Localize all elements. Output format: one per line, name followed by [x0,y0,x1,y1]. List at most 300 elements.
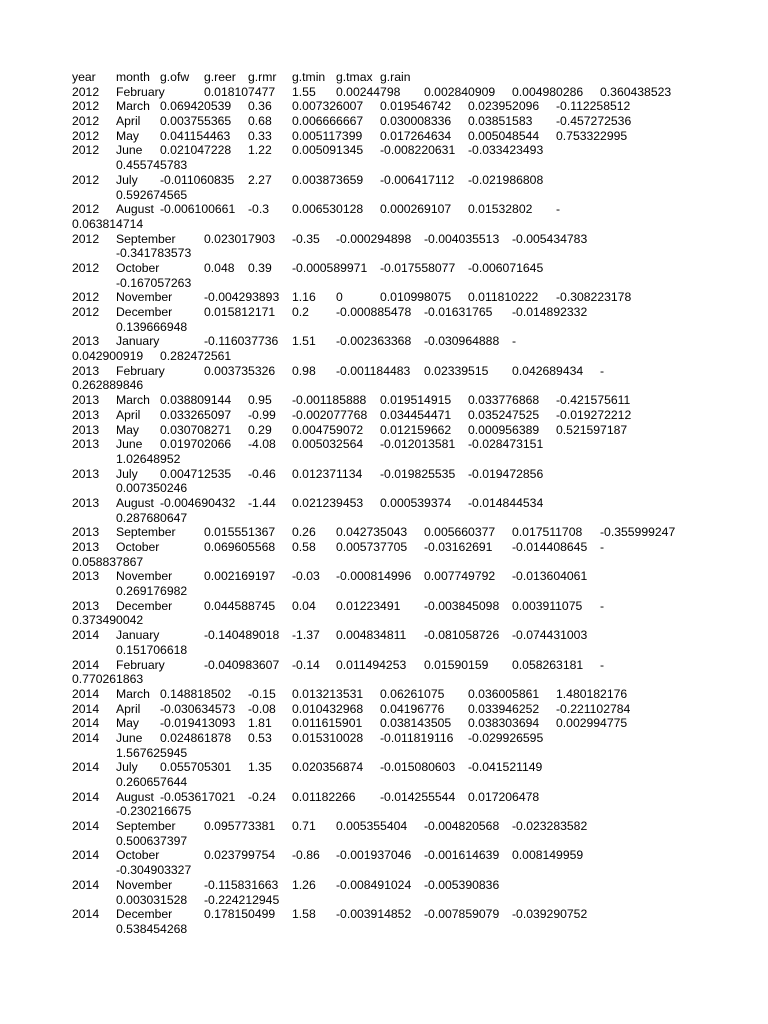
text-cell: 0.03851583 [468,114,533,129]
text-line [0,393,768,408]
text-cell: 0 [336,290,343,305]
text-cell: 0.069420539 [160,99,232,114]
text-cell: 0.023799754 [204,848,276,863]
text-cell: -0.007859079 [424,907,500,922]
text-cell: -0.99 [248,407,276,422]
text-cell: 1.22 [248,143,272,158]
text-cell: -0.112258512 [556,99,631,114]
text-cell: 0.048 [204,260,235,275]
text-line [0,496,768,511]
text-cell: -0.040983607 [204,657,280,672]
text-line [0,452,768,467]
text-line [0,555,768,570]
text-cell: -0.001614639 [424,848,500,863]
text-line [0,378,768,393]
text-cell: -0.041521149 [468,760,543,775]
text-cell: 0.26 [292,525,316,540]
text-cell: 2013 [72,437,100,452]
text-cell: 0.004834811 [336,628,407,643]
text-cell: 0.044588745 [204,598,276,613]
text-cell: -0.029926595 [468,730,544,745]
text-cell: -0.006417112 [380,172,455,187]
text-cell: 0.006530128 [292,202,364,217]
text-line [0,261,768,276]
text-cell: g.ofw [160,70,190,84]
text-cell: -0.039290752 [512,907,588,922]
text-cell: -0.023283582 [512,819,588,834]
text-line [0,863,768,878]
text-cell: 0.58 [292,540,316,554]
text-cell: -0.033423493 [468,143,544,158]
text-cell: September [116,525,176,540]
text-cell: 0.033265097 [160,407,232,422]
text-cell: 0.000956389 [468,422,540,437]
text-cell: -0.35 [292,231,320,246]
text-cell: 0.013213531 [292,686,364,701]
text-cell: -0.014844534 [468,495,544,510]
text-cell: July [116,172,138,187]
text-cell: 0.753322995 [556,128,628,143]
text-line [0,334,768,349]
text-cell: August [116,495,154,510]
text-cell: 0.260657644 [116,775,188,789]
text-line [0,790,768,805]
text-cell: 2013 [72,334,100,349]
text-cell: -0.03 [292,569,320,584]
text-line [0,731,768,746]
text-cell: 0.034454471 [380,407,452,422]
text-cell: 0.004712535 [160,466,232,481]
text-cell: -0.115831663 [204,877,279,892]
text-line [0,143,768,158]
text-cell: -0.08 [248,701,276,716]
text-line [0,423,768,438]
text-cell: 0.269176982 [116,584,188,599]
text-cell: -0.021986808 [468,172,544,187]
text-line [0,246,768,261]
text-cell: 2012 [72,172,100,187]
text-cell: 0.005737705 [336,540,408,554]
text-cell: -0.03162691 [424,540,493,554]
text-cell: 0.00244798 [336,84,401,99]
text-cell: 0.000539374 [380,495,452,510]
text-cell: -0.011819116 [380,730,454,745]
text-cell: -0.86 [292,848,320,863]
text-cell: May [116,422,140,437]
text-cell: -0.012013581 [380,437,456,452]
text-cell: 1.51 [292,334,316,349]
text-line [0,217,768,232]
text-cell: 0.033946252 [468,701,540,716]
text-line [0,70,768,85]
text-cell: 0.003755365 [160,114,232,129]
text-cell: 0.002169197 [204,569,276,584]
text-line [0,85,768,100]
text-cell: October [116,540,160,554]
text-cell: -0.004820568 [424,819,500,834]
text-cell: 2012 [72,99,100,114]
text-cell: -0.341783573 [116,246,192,261]
text-cell: 0.012371134 [292,466,363,481]
text-cell: -0.014892332 [512,305,588,319]
text-cell: May [116,128,140,143]
text-cell: 0.055705301 [160,760,232,775]
text-cell: -0.011060835 [160,172,235,187]
text-line [0,804,768,819]
text-cell: -0.019272212 [556,407,632,422]
text-cell: 2013 [72,525,100,540]
text-cell: 0.041154463 [160,128,231,143]
text-cell: 2013 [72,363,100,378]
text-line [0,569,768,584]
data-text-page [0,70,768,937]
text-cell: 0.005032564 [292,437,364,452]
text-cell: 0.01590159 [424,657,489,672]
text-cell: 0.53 [248,730,272,745]
text-cell: 0.005117399 [292,128,363,143]
text-cell: 2014 [72,907,100,922]
text-cell: - [600,540,605,554]
text-cell: April [116,407,141,422]
text-cell: -0.019825535 [380,466,456,481]
text-line [0,834,768,849]
text-cell: 0.521597187 [556,422,628,437]
text-line [0,716,768,731]
text-line [0,643,768,658]
text-cell: -0.000294898 [336,231,412,246]
text-cell: -0.140489018 [204,628,280,643]
text-cell: 2014 [72,716,100,731]
text-cell: 0.68 [248,114,272,129]
text-cell: 0.012159662 [380,422,452,437]
text-cell: 2013 [72,598,100,613]
text-cell: June [116,730,143,745]
text-cell: 2012 [72,260,100,275]
text-cell: 2014 [72,730,100,745]
text-cell: 0.063814714 [72,216,144,231]
text-cell: 0.036005861 [468,686,540,701]
text-cell: -0.001937046 [336,848,412,863]
text-cell: 0.003911075 [512,598,583,613]
text-cell: 0.770261863 [72,672,144,687]
text-cell: 0.005048544 [468,128,540,143]
text-line [0,276,768,291]
text-line [0,158,768,173]
text-cell: -4.08 [248,437,276,452]
text-cell: -0.006071645 [468,260,544,275]
text-cell: 0.538454268 [116,921,188,936]
text-cell: 0.002994775 [556,716,628,731]
text-cell: 0.007326007 [292,99,364,114]
text-cell: 0.042900919 [72,349,144,364]
text-cell: -0.15 [248,686,276,701]
text-line [0,114,768,129]
text-line [0,584,768,599]
text-cell: -0.167057263 [116,275,192,290]
text-cell: 0.139666948 [116,319,188,334]
text-cell: November [116,290,173,305]
text-cell: 0.058837867 [72,554,144,569]
text-line [0,599,768,614]
text-cell: 0.01532802 [468,202,533,217]
text-cell: 0.178150499 [204,907,276,922]
text-cell: 2013 [72,495,100,510]
text-line [0,173,768,188]
text-line [0,437,768,452]
text-cell: -0.081058726 [424,628,500,643]
text-cell: 0.011810222 [468,290,539,305]
text-cell: 0.39 [248,260,272,275]
text-cell: -0.000814996 [336,569,412,584]
text-cell: February [116,84,165,99]
text-cell: August [116,202,154,217]
text-cell: -0.014408645 [512,540,588,554]
text-cell: September [116,231,176,246]
text-cell: -0.019472856 [468,466,544,481]
text-cell: 0.003873659 [292,172,364,187]
text-cell: 2013 [72,393,100,408]
text-cell: -0.221102784 [556,701,631,716]
text-line [0,687,768,702]
text-cell: 0.06261075 [380,686,445,701]
text-cell: -1.37 [292,628,320,643]
text-cell: 2012 [72,202,100,217]
text-cell: 0.058263181 [512,657,584,672]
text-cell: -0.000589971 [292,260,368,275]
text-line [0,129,768,144]
text-cell: 2014 [72,686,100,701]
text-cell: 0.003031528 [116,892,188,907]
text-cell: May [116,716,140,731]
text-cell: 1.81 [248,716,272,731]
text-cell: -0.308223178 [556,290,632,305]
text-line [0,202,768,217]
text-cell: -0.019413093 [160,716,236,731]
text-line [0,760,768,775]
text-cell: 0.023017903 [204,231,276,246]
text-cell: -0.030634573 [160,701,236,716]
text-cell: 0.038809144 [160,393,232,408]
text-cell: 2012 [72,143,100,158]
text-cell: December [116,907,173,922]
text-cell: 0.004759072 [292,422,364,437]
text-cell: -0.01631765 [424,305,493,319]
text-cell: 0.02339515 [424,363,489,378]
text-cell: -0.005434783 [512,231,588,246]
text-cell: -0.028473151 [468,437,544,452]
text-cell: November [116,877,173,892]
text-cell: January [116,334,160,349]
text-cell: 2012 [72,305,100,319]
text-cell: 0.007749792 [424,569,496,584]
text-cell: 0.006666667 [292,114,364,129]
text-cell: -0.006100661 [160,202,236,217]
text-cell: 0.01223491 [336,598,401,613]
text-cell: -0.053617021 [160,789,236,804]
text-cell: 0.007350246 [116,481,188,496]
text-cell: 0.04 [292,598,316,613]
text-cell: 0.148818502 [160,686,232,701]
text-cell: 2012 [72,114,100,129]
text-cell: g.tmin [292,70,326,84]
text-cell: 0.2 [292,305,309,319]
text-cell: April [116,114,141,129]
text-cell: September [116,819,176,834]
text-cell: 0.021047228 [160,143,232,158]
text-cell: November [116,569,173,584]
text-cell: -0.005390836 [424,877,500,892]
text-cell: 2012 [72,128,100,143]
text-line [0,232,768,247]
text-line [0,349,768,364]
text-line [0,628,768,643]
text-line [0,658,768,673]
text-cell: 0.038143505 [380,716,452,731]
text-cell: 0.000269107 [380,202,452,217]
text-cell: July [116,760,138,775]
text-line [0,481,768,496]
text-line [0,922,768,937]
text-cell: 0.019546742 [380,99,452,114]
text-cell: March [116,686,150,701]
text-cell: - [600,598,605,613]
text-cell: g.rmr [248,70,277,84]
text-cell: 0.360438523 [600,84,672,99]
text-cell: -0.030964888 [424,334,500,349]
text-cell: -0.46 [248,466,276,481]
text-cell: 2014 [72,789,100,804]
text-cell: -0.001185888 [292,393,367,408]
text-cell: - [512,334,517,349]
text-cell: January [116,628,160,643]
text-cell: 0.038303694 [468,716,540,731]
text-cell: 0.069605568 [204,540,276,554]
text-cell: 0.71 [292,819,316,834]
text-line [0,907,768,922]
text-cell: 0.015812171 [204,305,276,319]
text-cell: July [116,466,138,481]
text-cell: -0.14 [292,657,320,672]
text-cell: 2014 [72,819,100,834]
text-line [0,819,768,834]
text-line [0,746,768,761]
text-cell: April [116,701,141,716]
text-cell: 2014 [72,760,100,775]
text-cell: 0.018107477 [204,84,276,99]
text-cell: 0.015551367 [204,525,276,540]
text-cell: March [116,393,150,408]
text-line [0,320,768,335]
text-cell: 1.26 [292,877,316,892]
text-cell: 0.002840909 [424,84,496,99]
text-cell: 0.592674565 [116,187,188,202]
text-cell: -0.008220631 [380,143,456,158]
text-cell: 0.01182266 [292,789,356,804]
text-cell: 2014 [72,657,100,672]
text-cell: 1.02648952 [116,451,181,466]
text-cell: 2013 [72,466,100,481]
text-cell: -0.004690432 [160,495,236,510]
text-line [0,305,768,320]
text-cell: 0.455745783 [116,158,188,173]
text-cell: 0.030708271 [160,422,232,437]
text-cell: 0.024861878 [160,730,232,745]
text-cell: August [116,789,154,804]
text-cell: g.rain [380,70,411,84]
text-cell: -0.008491024 [336,877,412,892]
text-cell: -0.224212945 [204,892,280,907]
text-cell: 0.005091345 [292,143,364,158]
text-cell: 0.04196776 [380,701,445,716]
text-cell: 1.55 [292,84,316,99]
text-cell: -0.230216675 [116,804,192,819]
text-cell: 0.010432968 [292,701,364,716]
text-cell: -0.017558077 [380,260,456,275]
text-line [0,893,768,908]
text-cell: October [116,848,160,863]
text-cell: 0.005355404 [336,819,408,834]
text-cell: 0.98 [292,363,316,378]
text-cell: 2012 [72,290,100,305]
text-cell: -0.002077768 [292,407,368,422]
text-cell: 0.035247525 [468,407,540,422]
text-cell: 0.033776868 [468,393,540,408]
text-cell: 0.005660377 [424,525,496,540]
text-cell: -0.015080603 [380,760,456,775]
text-cell: 1.16 [292,290,316,305]
text-cell: 0.042735043 [336,525,408,540]
text-line [0,99,768,114]
text-cell: 0.151706618 [116,642,188,657]
text-cell: 2014 [72,877,100,892]
text-cell: 0.003735326 [204,363,276,378]
text-cell: 0.36 [248,99,272,114]
text-cell: 0.017264634 [380,128,452,143]
text-cell: 1.567625945 [116,745,188,760]
text-cell: 0.010998075 [380,290,452,305]
text-cell: 0.008149959 [512,848,584,863]
text-cell: 2013 [72,422,100,437]
text-cell: 2012 [72,231,100,246]
text-cell: 0.95 [248,393,272,408]
text-cell: -0.000885478 [336,305,412,319]
text-cell: 0.33 [248,128,272,143]
text-cell: -0.3 [248,202,270,217]
text-line [0,613,768,628]
text-cell: -1.44 [248,495,276,510]
text-cell: -0.24 [248,789,276,804]
text-cell: 2013 [72,569,100,584]
text-cell: 0.282472561 [160,349,232,364]
text-cell: -0.003914852 [336,907,412,922]
text-cell: 2013 [72,540,100,554]
text-cell: -0.421575611 [556,393,631,408]
text-cell: 0.500637397 [116,833,188,848]
text-cell: -0.304903327 [116,863,192,878]
text-cell: December [116,305,173,319]
text-cell: -0.074431003 [512,628,588,643]
text-cell: 2012 [72,84,100,99]
text-line [0,467,768,482]
text-line [0,878,768,893]
text-cell: 0.29 [248,422,272,437]
text-cell: June [116,143,143,158]
text-cell: 2014 [72,848,100,863]
text-cell: 0.095773381 [204,819,276,834]
text-line [0,540,768,555]
text-line [0,364,768,379]
text-cell: 0.262889846 [72,378,144,393]
